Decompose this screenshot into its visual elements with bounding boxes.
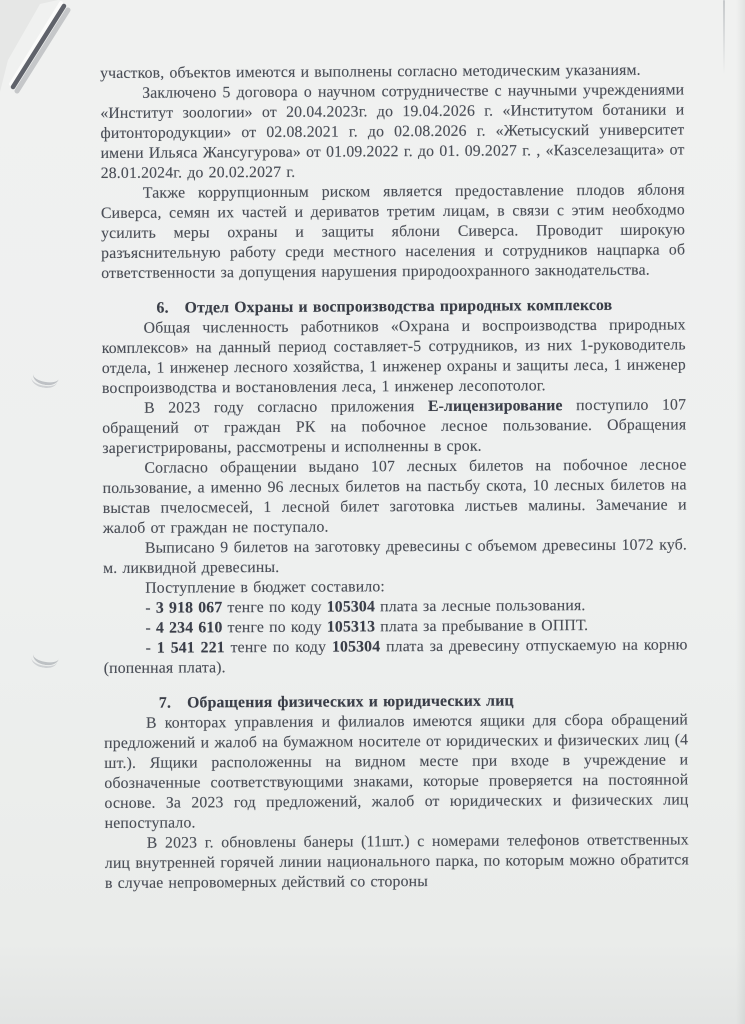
budget-3-code: 105304 xyxy=(331,638,381,656)
budget-2-code: 105313 xyxy=(326,618,376,636)
binder-mark-bottom xyxy=(32,646,61,667)
budget-2-rest: плата за пребывание в ОППТ. xyxy=(375,617,589,636)
paragraph-wood-tickets: Выписано 9 билетов на заготовку древесины с объемом древесины 1072 куб. м. ликвидной древесины. xyxy=(103,536,688,577)
section-6-title: Отдел Охраны и воспроизводства природных комплексов xyxy=(184,296,613,317)
budget-1-amount: 3 918 067 xyxy=(155,599,223,617)
paragraph-banners: В 2023 г. обновлены банеры (11шт.) с номерами телефонов ответственных лиц внутренней горячей линии национального парка, по которым можно обратится в случае непровомерных действий со стороны xyxy=(104,831,689,892)
budget-1-rest: плата за лесные пользования. xyxy=(374,597,586,616)
paragraph-elicensing xyxy=(102,395,686,459)
paragraph-corruption-risk: Также коррупционным риском является предоставление плодов яблоня Сиверса, семян их частей и дериватов третим лицам, в связи с этим необходмо усилить меры охраны и защиты яблони Сиверса. Проводит широкую разъяснительную работу среди местного населения и сотрудников нацпарка об ответственности за допущения нарушения природоохранного закнодательства. xyxy=(100,181,686,282)
fold-shade xyxy=(0,0,58,92)
budget-3-dash: - xyxy=(145,639,157,657)
section-7-number: 7. xyxy=(158,694,172,712)
paragraph-forest-tickets: Согласно обращении выдано 107 лесных билетов на побочное лесное пользование, а именно 96 лесных билетов на пастьбу скота, 10 лесных билетов на выстав пчелосмесей, 1 лесной билет заготовка листьев малины. Замечание и жалоб от граждан не поступало. xyxy=(102,456,687,537)
budget-1-mid: тенге по коду xyxy=(222,598,327,617)
scan-edge-line xyxy=(723,0,725,74)
budget-3-rest: плата за древесину отпускаемую на корню (попенная плата). xyxy=(103,636,688,677)
elicensing-text-after: поступило 107 обращений от граждан РК на побочное лесное пользование. Обращения зарегистрированы, рассмотрены и исполненны в срок. xyxy=(102,396,687,457)
binder-mark-top xyxy=(32,366,61,387)
elicensing-bold: Е-лицензирование xyxy=(427,397,563,416)
section-7-title: Обращения физических и юридических лиц xyxy=(187,692,514,712)
paragraph-staff: Общая численность работников «Охрана и воспроизводства природных комплексов» на данный период составляет-5 сотрудников, из них 1-руководитель отдела, 1 инженер лесного хозяйства, 1 инженер охраны и защиты леса, 1 инженер воспроизводства и востановления леса, 1 инженер лесопотолог. xyxy=(101,316,686,397)
scan-edge-shadow xyxy=(736,0,745,1024)
budget-1-dash: - xyxy=(145,599,156,617)
budget-3-mid: тенге по коду xyxy=(224,638,332,657)
document-text xyxy=(100,60,689,894)
paragraph-continuation: участков, объектов имеются и выполнены согласно методическим указаниям. xyxy=(100,61,641,82)
paragraph-complaint-boxes: В конторах управления и филиалов имеются ящики для сбора обращений предложений и жалоб на бумажном носителе от юридических и физических лиц (4 шт.). Ящики расположенны на видном месте при входе в учреждение и обозначенные соответствующими знаками, которые проверяется на постоянной основе. За 2023 год предложений, жалоб от юридических и физических лиц непоступало. xyxy=(104,711,689,832)
budget-2-dash: - xyxy=(145,619,157,637)
elicensing-text-before: В 2023 году согласно приложения xyxy=(144,398,428,417)
budget-1-code: 105304 xyxy=(326,598,376,616)
section-6-number: 6. xyxy=(156,299,169,317)
budget-item-3 xyxy=(104,635,688,679)
paragraph-agreements: Заключено 5 договора о научном сотрудничестве с научными учреждениями «Институт зоологии» от 20.04.2023г. до 19.04.2026 г. «Институтом ботаники и фитонтородукции» от 02.08.2021 г. до 02.08.2026 г. «Жетысуский университет имени Ильяса Жансугурова» от 01.09.2022 г. до 01. 09.2027 г. , «Казселезащита» от 28.01.2024г. до 20.02.2027 г. xyxy=(100,81,685,182)
budget-3-amount: 1 541 221 xyxy=(156,639,225,657)
paragraph-budget-intro: Поступление в бюджет составило: xyxy=(145,578,385,597)
budget-2-amount: 4 234 610 xyxy=(155,619,223,637)
budget-2-mid: тенге по коду xyxy=(222,618,327,637)
page-corner-fold-mark xyxy=(0,0,100,110)
